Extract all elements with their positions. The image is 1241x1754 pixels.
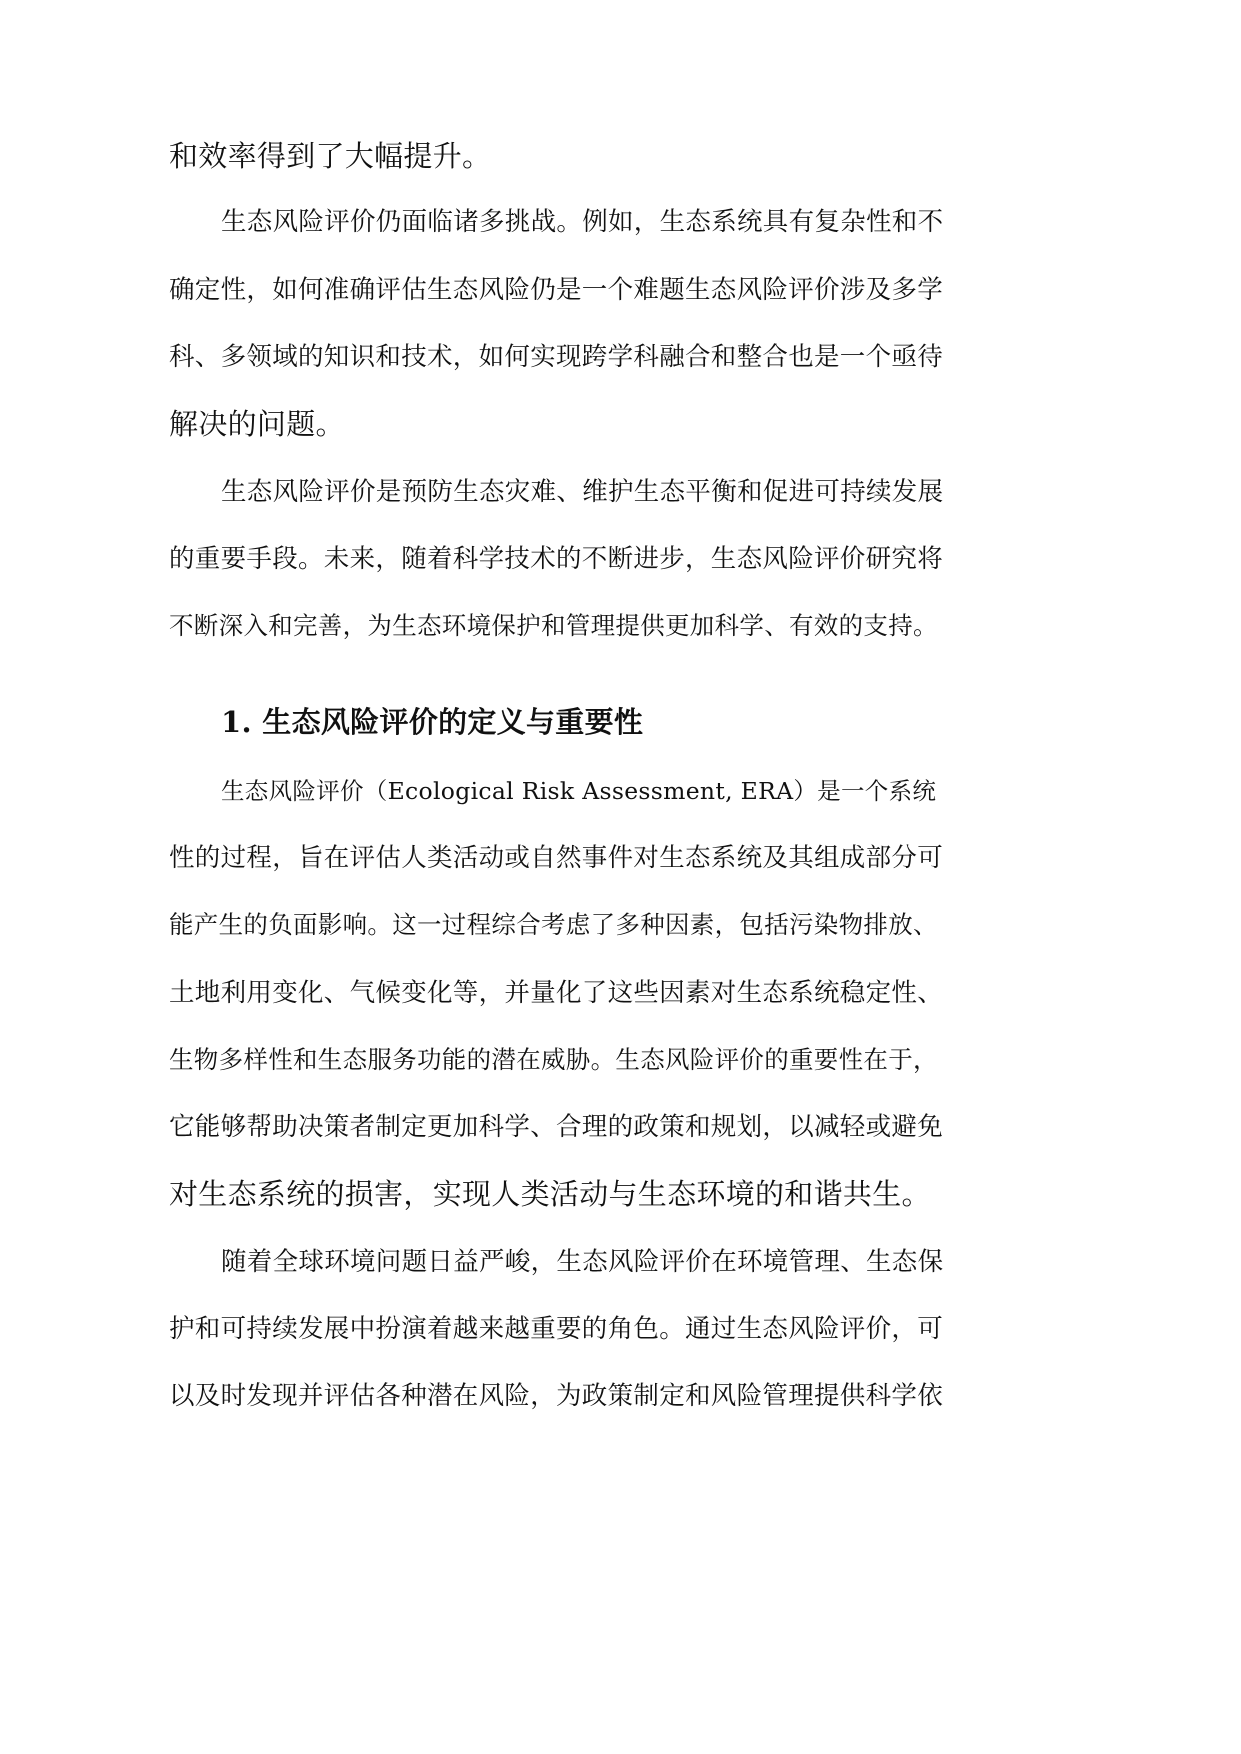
text-line: 不断深入和完善，为生态环境保护和管理提供更加科学、有效的支持。: [169, 611, 938, 640]
text-line: 护和可持续发展中扮演着越来越重要的角色。通过生态风险评价，可: [169, 1314, 944, 1344]
text-line: 生态风险评价仍面临诸多挑战。例如，生态系统具有复杂性和不: [221, 207, 944, 237]
text-line: 生态风险评价（Ecological Risk Assessment, ERA）是一个系统: [221, 777, 937, 805]
text-line: 的重要手段。未来，随着科学技术的不断进步，生态风险评价研究将: [169, 544, 944, 574]
text-line: 确定性，如何准确评估生态风险仍是一个难题生态风险评价涉及多学: [169, 275, 944, 305]
text-line: 随着全球环境问题日益严峻，生态风险评价在环境管理、生态保: [221, 1247, 944, 1277]
text-line: 科、多领域的知识和技术，如何实现跨学科融合和整合也是一个亟待: [169, 342, 944, 372]
text-line: 能产生的负面影响。这一过程综合考虑了多种因素，包括污染物排放、: [169, 910, 938, 939]
text-line: 解决的问题。: [169, 407, 345, 441]
text-line: 对生态系统的损害，实现人类活动与生态环境的和谐共生。: [169, 1177, 931, 1211]
text-line: 它能够帮助决策者制定更加科学、合理的政策和规划，以减轻或避免: [169, 1112, 944, 1142]
text-line: 土地利用变化、气候变化等，并量化了这些因素对生态系统稳定性、: [169, 978, 944, 1008]
section-heading: 1. 生态风险评价的定义与重要性: [221, 705, 644, 739]
text-line: 以及时发现并评估各种潜在风险，为政策制定和风险管理提供科学依: [169, 1381, 944, 1411]
text-line: 生态风险评价是预防生态灾难、维护生态平衡和促进可持续发展: [221, 477, 944, 507]
text-line: 性的过程，旨在评估人类活动或自然事件对生态系统及其组成部分可: [169, 843, 944, 873]
text-line: 生物多样性和生态服务功能的潜在威胁。生态风险评价的重要性在于，: [169, 1045, 938, 1074]
text-line: 和效率得到了大幅提升。: [169, 139, 492, 173]
